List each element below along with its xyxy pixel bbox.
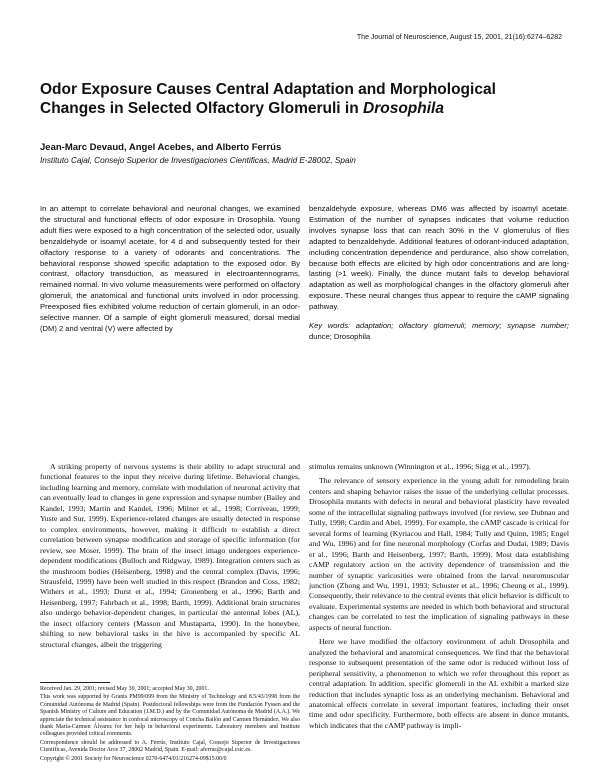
- author-list: Jean-Marc Devaud, Angel Acebes, and Alberto Ferrús: [40, 142, 282, 153]
- abstract-left-column: In an attempt to correlate behavioral and neuronal changes, we examined the structural and functional effects of odor exposure in Drosophila. Young adult flies were exposed to a high concentration of the selected odor, usually benzaldehyde or isoamyl acetate, for 4 d and subsequently tested for their olfactory response to a variety of odorants and concentrations. The behavioral response showed specific adaptation to the exposed odor. By contrast, olfactory transduction, as measured in electroantennograms, remained normal. In vivo volume measurements were performed on olfactory glomeruli, the anatomical and functional units involved in odor processing. Preexposed flies exhibited volume reduction of certain glomeruli, in an odor-selective manner. Of a sample of eight glomeruli measured, dorsal medial (DM) 2 and ventral (V) were affected by: [40, 204, 300, 333]
- keywords-tail: dunce; Drosophila: [309, 331, 371, 341]
- title-main: Odor Exposure Causes Central Adaptation and Morphological Changes in Selected Olfactory Glomeruli in: [40, 81, 496, 117]
- footnotes: [40, 686, 300, 764]
- footnote-received: Received Jan. 29, 2001; revised May 30, 2001; accepted May 30, 2001.: [40, 686, 209, 692]
- intro-paragraph-1: A striking property of nervous systems is their ability to adapt structural and functional features to the input they receive during lifetime. Behavioral changes, including learning and memory, correlate with modulation of neuronal activity that can eventually lead to changes in gene expression and synapse number (Bailey and Kandel, 1993; Martin and Kandel, 1996; Milner et al., 1998; Corriveau, 1999; Yuste and Sur, 1999). Experience-related changes are usually detected in response to complex environments, however, making it difficult to establish a direct correlation between synapse modification and storage of specific information (for review, see Moser, 1999). The brain of the insect imago undergoes experience-dependent modifications (Bulloch and Ridgway, 1989). Integration centers such as the mushroom bodies (Heisenberg, 1998) and the central complex (Davis, 1996; Strausfeld, 1999) have been well studied in this respect (Brandon and Coss, 1982; Withers et al., 1993; Durst et al., 1994; Gronenberg et al., 1996; Barth and Heisenberg, 1997; Fahrbach et al., 1998; Barth, 1999). Additional brain structures also undergo behavior-dependent changes, in particular the antennal lobes (AL), the insect olfactory centers (Masson and Mustaparta, 1990). In the honeybee, shifting to new behavioral tasks in the hive is accompanied by specific AL structural changes, albeit the triggering: [40, 462, 300, 649]
- running-head: The Journal of Neuroscience, August 15, 2001, 21(16):6274–6282: [356, 34, 562, 41]
- abstract-right-text: benzaldehyde exposure, whereas DM6 was affected by isoamyl acetate. Estimation of the number of synapses indicates that volume reduction involves synapse loss that can reach 30% in the V glomerulus of flies adapted to benzaldehyde. Additional features of odorant-induced adaptation, including concentration dependence and perdurance, also show correlation, because both effects are elicited by high odor concentrations and are long-lasting (>1 week). Finally, the dunce mutant fails to develop behavioral adaptation as well as morphological changes in the olfactory glomeruli after exposure. These neural changes thus appear to require the cAMP signaling pathway.: [309, 204, 569, 312]
- intro-continuation: stimulus remains unknown (Winnington et al., 1996; Sigg et al., 1997).: [309, 462, 531, 471]
- keywords: [309, 321, 569, 343]
- intro-paragraph-2: The relevance of sensory experience in the young adult for remodeling brain centers and shaping behavior raises the issue of the underlying cellular processes. Drosophila mutants with defects in neural and behavioral plasticity have revealed some of the intracellular signaling pathways involved (for review, see Dubnau and Tully, 1998; Cardin and Abel, 1999). For example, the cAMP cascade is critical for several forms of learning (Kyriacou and Hall, 1984; Tully and Quinn, 1985; Engel and Wu, 1996) and for fine neuronal morphology (Corfas and Dudai, 1989; Davis et al., 1996; Barth and Heisenberg, 1997; Barth, 1999). Most data establishing cAMP regulatory action on the activity dependence of transmission and the number of synaptic varicosities were obtained from the larval neuromuscular junction (Zhong and Wu, 1991, 1993; Schuster et al., 1996; Cheung et al., 1999). Consequently, their relevance to the central events that elicit behavior is difficult to evaluate. Experimental systems are needed in which both behavioral and structural changes can be correlated to test the implication of signaling pathways in these aspects of neural function.: [309, 476, 569, 632]
- title-species: Drosophila: [363, 100, 444, 117]
- footnote-copyright: Copyright © 2001 Society for Neuroscience 0270-6474/01/216274-09$15.00/0: [40, 755, 227, 762]
- abstract-right-column: [309, 204, 569, 343]
- article-title: [40, 80, 560, 118]
- footnote-correspondence: Correspondence should be addressed to A. Ferrús, Instituto Cajal, Consejo Superior de Investigaciones Cientificas, Avenida Doctor Arce 37, 28002 Madrid, Spain. E-mail: aferrus@cajal.csic.es.: [40, 739, 300, 754]
- body-left-column: [40, 462, 300, 654]
- body-right-column: [309, 462, 569, 735]
- footnote-support: This work was supported by Grants PM99/099 from the Ministry of Technology and 8.5/43/1998 from the Comunidad Autónoma de Madrid (Spain). Postdoctoral fellowships were from the Fundación Fyssen and the Spanish Ministry of Culture and Education (J.M.D.) and by the Comunidad Autónoma de Madrid (A.A.). We appreciate the technical assistance in confocal microscopy of Concha Bailón and Carmen Hernández. We also thank María-Carmen Álvarez for her help in behavioral experiments. Laboratory members and Institute colleagues provided critical comments.: [40, 694, 300, 738]
- intro-paragraph-3: Here we have modified the olfactory environment of adult Drosophila and analyzed the behavioral and anatomical consequences. We find that the behavioral response to subsequent presentation of the same odor is reduced without loss of peripheral sensitivity, a phenomenon to which we refer throughout this report as central adaptation. In addition, specific glomeruli in the AL exhibit a marked size reduction that includes synaptic loss as an underlying mechanism. Behavioral and anatomical effects correlate in several important features, including their onset time and odor specificity. Furthermore, both effects are absent in dunce mutants, which indicates that the cAMP pathway is impli-: [309, 637, 569, 730]
- affiliation: Instituto Cajal, Consejo Superior de Investigaciones Cientificas, Madrid E-28002, Spain: [40, 156, 356, 165]
- keywords-list: adaptation; olfactory glomeruli; memory; synapse number;: [355, 321, 569, 331]
- footnote-rule: [40, 682, 110, 683]
- keywords-label: Key words:: [309, 321, 351, 331]
